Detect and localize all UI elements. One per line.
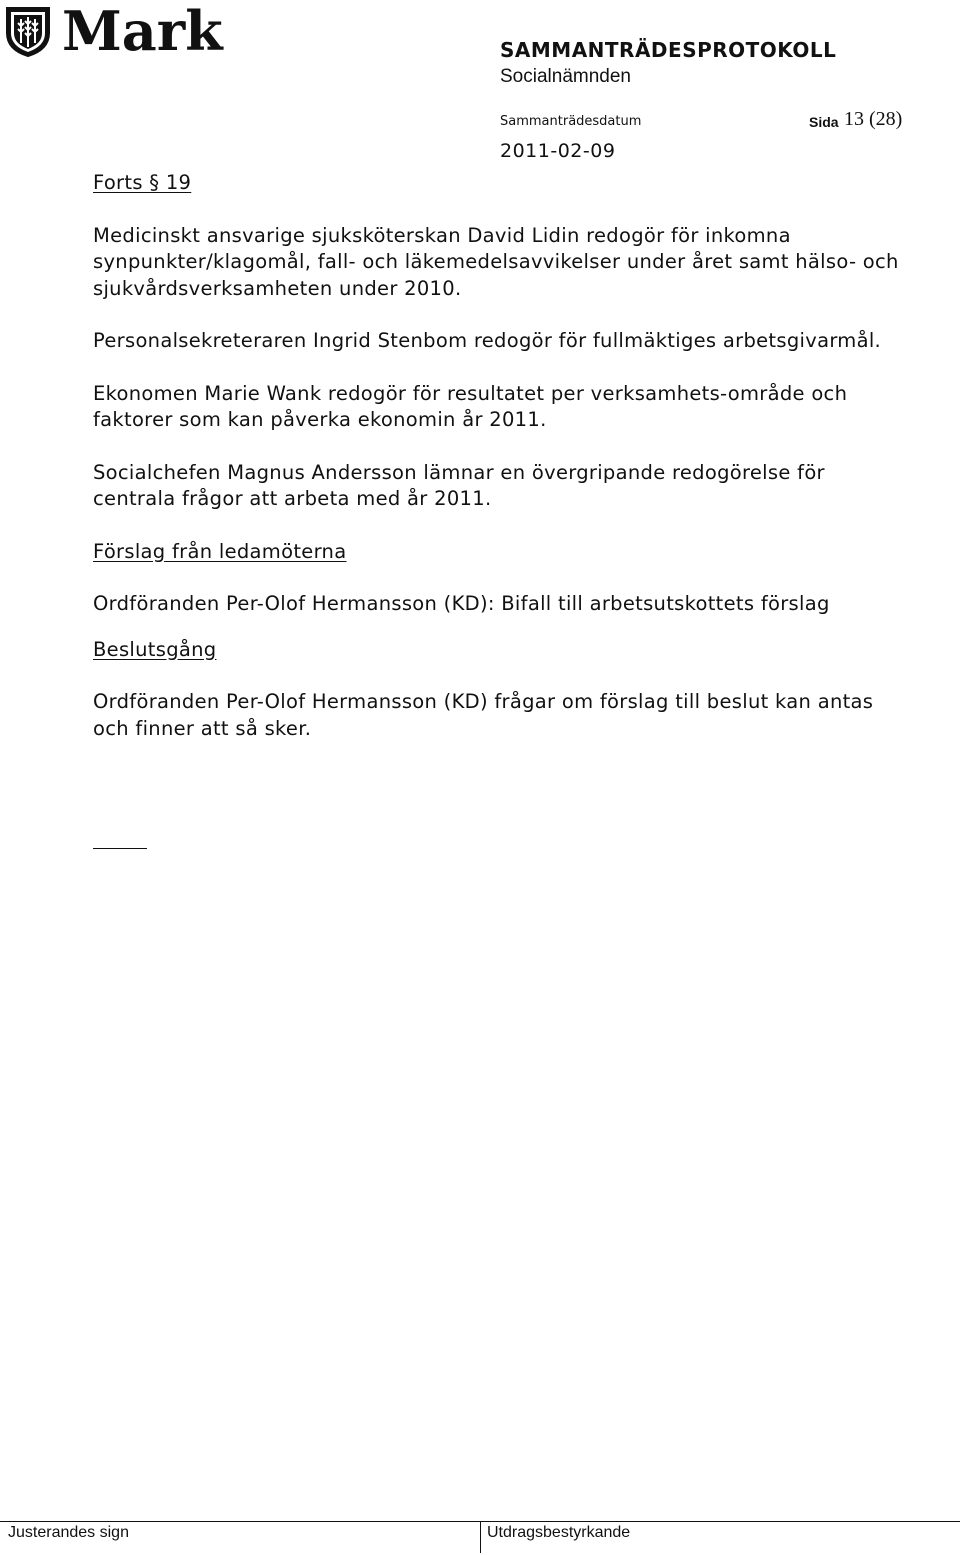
extract-certification-label: Utdragsbestyrkande bbox=[487, 1524, 631, 1541]
meeting-date-label: Sammanträdesdatum bbox=[500, 114, 642, 129]
minutes-body bbox=[93, 170, 913, 742]
decision-heading: Beslutsgång bbox=[93, 637, 217, 661]
footer-column-divider bbox=[480, 1521, 481, 1553]
proposals-heading: Förslag från ledamöterna bbox=[93, 539, 347, 563]
logo-text: Mark bbox=[62, 0, 223, 63]
decision-text: Ordföranden Per-Olof Hermansson (KD) frågar om förslag till beslut kan antas och finner att så sker. bbox=[93, 690, 874, 740]
paragraph: Socialchefen Magnus Andersson lämnar en övergripande redogörelse för centrala frågor att arbeta med år 2011. bbox=[93, 460, 825, 510]
signature-field-label: Justerandes sign bbox=[8, 1524, 129, 1541]
paragraph: Medicinskt ansvarige sjuksköterskan David Lidin redogör för inkomna synpunkter/klagomål, fall- och läkemedelsavvikelser under året samt hälso- och sjukvårdsverksamheten under 2010. bbox=[93, 223, 899, 300]
paragraph: Ekonomen Marie Wank redogör för resultatet per verksamhets-område och faktorer som kan påverka ekonomin år 2011. bbox=[93, 381, 848, 431]
municipality-logo bbox=[4, 0, 223, 63]
meeting-date: 2011-02-09 bbox=[500, 140, 616, 162]
document-title: SAMMANTRÄDESPROTOKOLL bbox=[500, 38, 837, 62]
committee-name: Socialnämnden bbox=[500, 66, 631, 87]
end-of-section-line bbox=[93, 848, 147, 849]
coat-of-arms-icon bbox=[4, 5, 52, 57]
paragraph: Personalsekreteraren Ingrid Stenbom redogör för fullmäktiges arbetsgivarmål. bbox=[93, 329, 882, 352]
proposal-text: Ordföranden Per-Olof Hermansson (KD): Bifall till arbetsutskottets förslag bbox=[93, 592, 830, 615]
page-number: 13 (28) bbox=[844, 108, 903, 130]
page-label: Sida bbox=[809, 114, 839, 130]
section-continuation: Forts § 19 bbox=[93, 171, 192, 194]
